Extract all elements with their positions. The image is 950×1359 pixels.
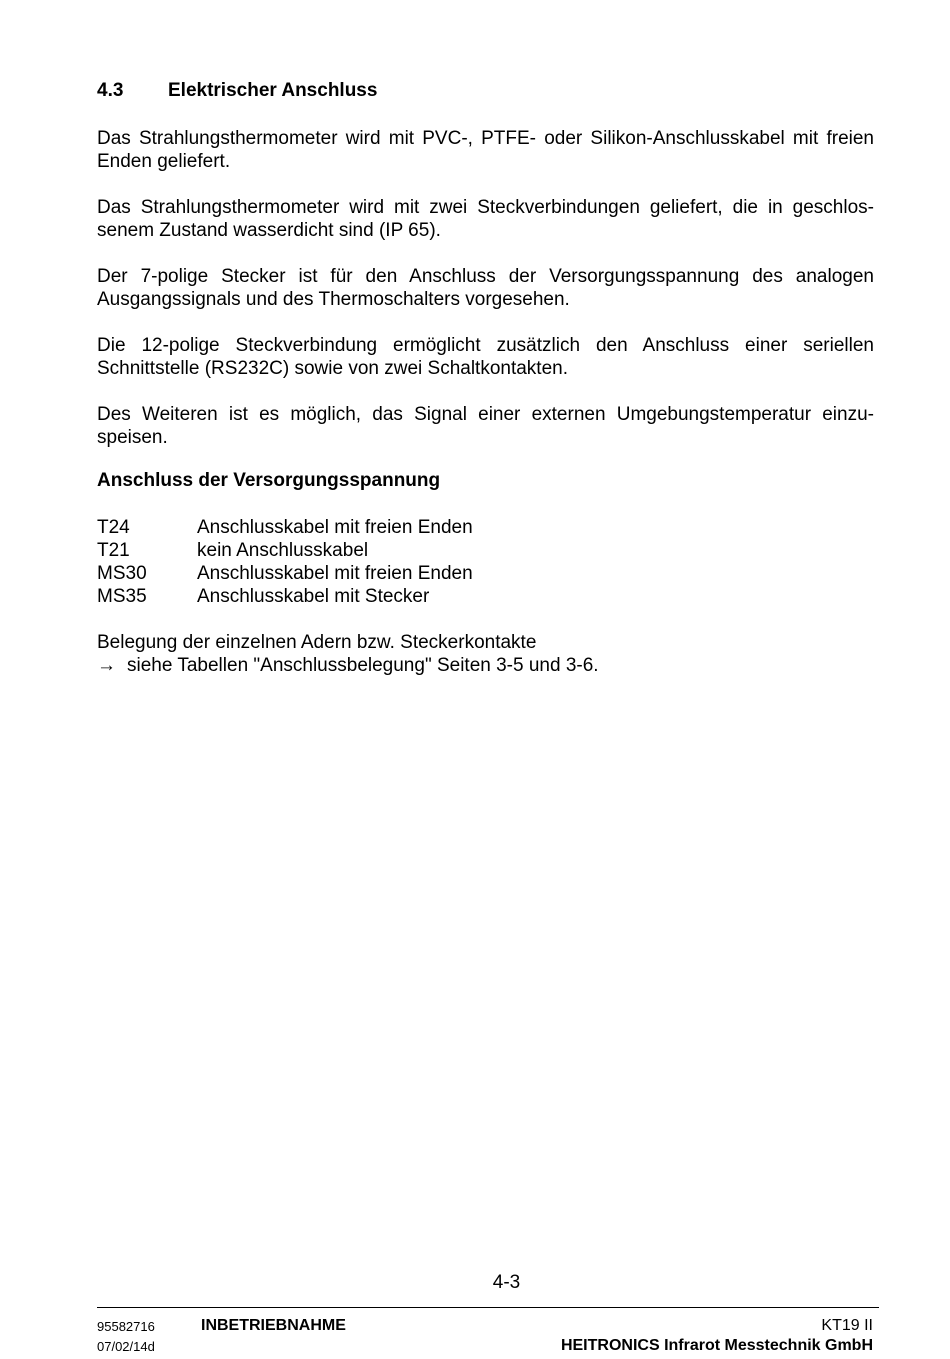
model-row <box>97 585 473 608</box>
section-number: 4.3 <box>97 80 124 101</box>
section-title: Elektrischer Anschluss <box>168 80 378 101</box>
paragraph-connectors: Das Strahlungsthermometer wird mit zwei Steckverbindungen geliefert, die in geschlos-senem Zustand wasserdicht sind (IP 65). <box>97 197 874 241</box>
section-heading <box>97 80 377 102</box>
model-code: T21 <box>97 540 130 561</box>
model-code: MS35 <box>97 586 147 607</box>
footer-model: KT19 II <box>821 1317 873 1334</box>
subheading-supply-voltage: Anschluss der Versorgungsspannung <box>97 470 441 491</box>
model-list <box>97 516 473 608</box>
model-row <box>97 516 473 539</box>
model-description: Anschlusskabel mit freien Enden <box>197 517 473 538</box>
page-number: 4-3 <box>492 1272 521 1293</box>
footer-divider <box>97 1307 879 1308</box>
model-code: T24 <box>97 517 130 538</box>
footer-date: 07/02/14d <box>97 1339 155 1354</box>
footer-company: HEITRONICS Infrarot Messtechnik GmbH <box>560 1337 873 1354</box>
reference-text: siehe Tabellen "Anschlussbelegung" Seiten 3-5 und 3-6. <box>127 655 599 676</box>
footer-section: INBETRIEBNAHME <box>201 1317 346 1334</box>
paragraph-12-pin-connector: Die 12-polige Steckverbindung ermöglicht zusätzlich den Anschluss einer seriellen Schnittstelle (RS232C) sowie von zwei Schaltkontakten. <box>97 335 874 379</box>
paragraph-ambient-signal: Des Weiteren ist es möglich, das Signal einer externen Umgebungstemperatur einzu-speisen. <box>97 404 874 448</box>
model-description: kein Anschlusskabel <box>197 540 369 561</box>
wiring-note-reference <box>97 654 599 677</box>
model-code: MS30 <box>97 563 147 584</box>
footer-doc-code: 95582716 <box>97 1319 155 1334</box>
arrow-right-icon: → <box>97 655 116 676</box>
model-description: Anschlusskabel mit freien Enden <box>197 563 473 584</box>
wiring-note <box>97 631 599 677</box>
model-row <box>97 539 473 562</box>
paragraph-7-pin-plug: Der 7-polige Stecker ist für den Anschluss der Versorgungsspannung des analogen Ausgangssignals und des Thermoschalters vorgesehen. <box>97 266 874 310</box>
model-row <box>97 562 473 585</box>
model-description: Anschlusskabel mit Stecker <box>197 586 430 607</box>
wiring-note-line: Belegung der einzelnen Adern bzw. Steckerkontakte <box>97 632 537 653</box>
paragraph-cable-types: Das Strahlungsthermometer wird mit PVC-, PTFE- oder Silikon-Anschlusskabel mit freien Enden geliefert. <box>97 128 874 172</box>
